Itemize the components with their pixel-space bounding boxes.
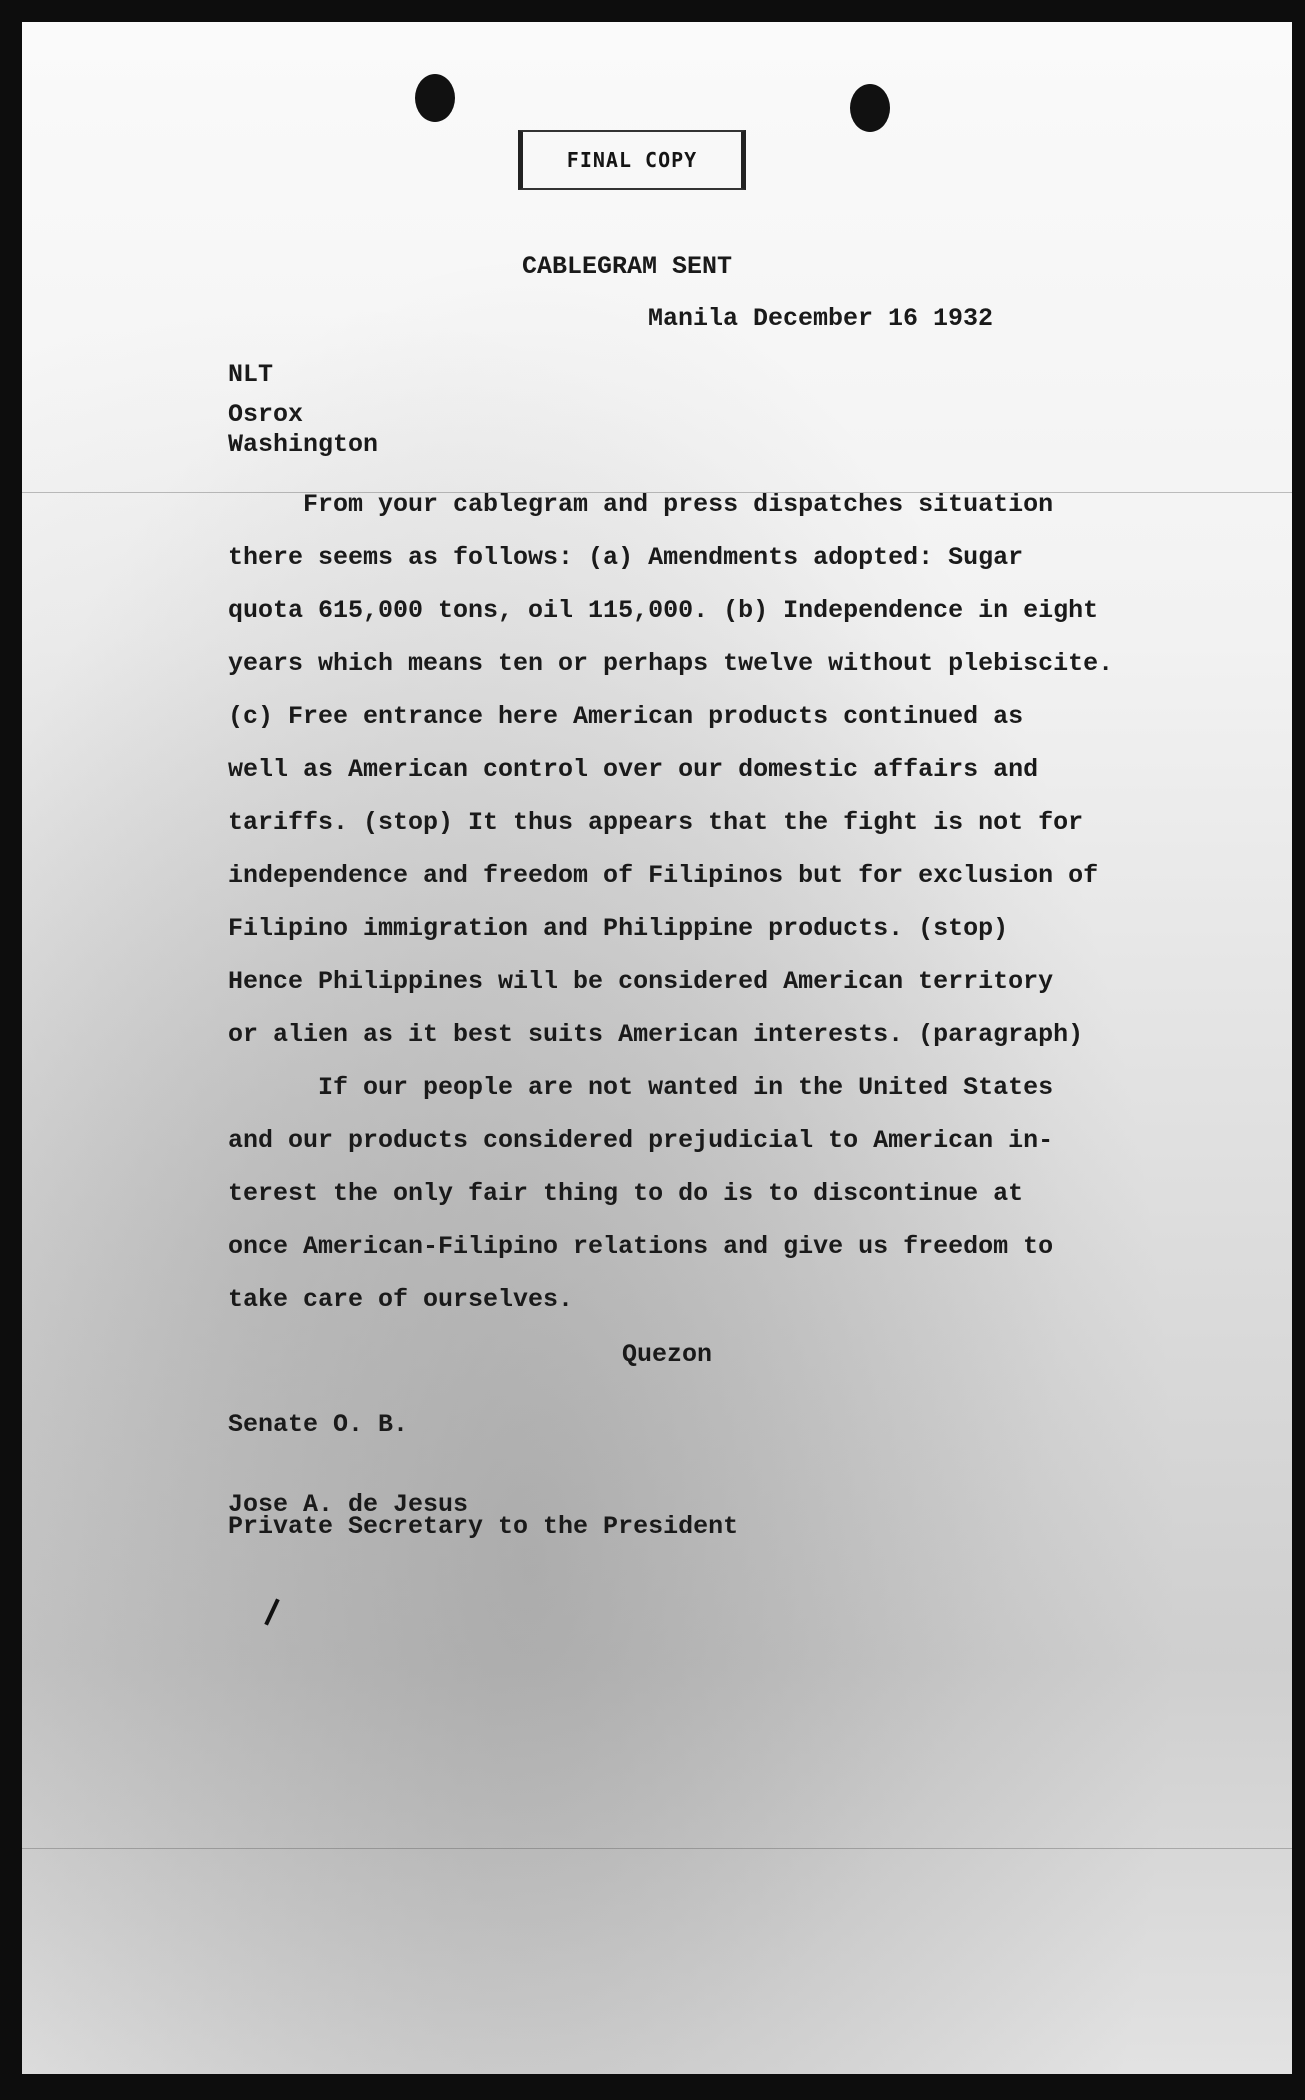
body-line: well as American control over our domestic affairs and xyxy=(228,755,1039,784)
transmission-code: NLT xyxy=(228,360,274,389)
signature-name: Quezon xyxy=(622,1340,713,1369)
check-mark xyxy=(264,1598,279,1625)
document-page xyxy=(22,22,1292,2074)
dateline: Manila December 16 1932 xyxy=(648,304,994,333)
body-line: tariffs. (stop) It thus appears that the fight is not for xyxy=(228,808,1084,837)
final-copy-stamp xyxy=(518,130,746,190)
body-line: If our people are not wanted in the United States xyxy=(228,1073,1054,1102)
carbon-copy-line: Senate O. B. xyxy=(228,1410,409,1439)
stamp-label: FINAL COPY xyxy=(566,148,698,172)
body-line: there seems as follows: (a) Amendments adopted: Sugar xyxy=(228,543,1024,572)
body-line: years which means ten or perhaps twelve without plebiscite. xyxy=(228,649,1114,678)
body-line: Hence Philippines will be considered American territory xyxy=(228,967,1054,996)
document-type-heading: CABLEGRAM SENT xyxy=(522,252,733,281)
body-line: or alien as it best suits American interests. (paragraph) xyxy=(228,1020,1084,1049)
fold-line xyxy=(22,1848,1292,1849)
addressee-line-2: Washington xyxy=(228,430,379,459)
fold-line xyxy=(22,492,1292,493)
signer-title: Private Secretary to the President xyxy=(228,1512,739,1541)
body-line: and our products considered prejudicial to American in- xyxy=(228,1126,1054,1155)
addressee-line-1: Osrox xyxy=(228,400,304,429)
signer-name: Jose A. de Jesus xyxy=(228,1490,469,1519)
body-line: Filipino immigration and Philippine products. (stop) xyxy=(228,914,1009,943)
body-line: once American-Filipino relations and give us freedom to xyxy=(228,1232,1054,1261)
body-line: quota 615,000 tons, oil 115,000. (b) Independence in eight xyxy=(228,596,1099,625)
body-line: (c) Free entrance here American products continued as xyxy=(228,702,1024,731)
punch-hole-left xyxy=(415,74,455,122)
body-line: independence and freedom of Filipinos but for exclusion of xyxy=(228,861,1099,890)
body-line: From your cablegram and press dispatches situation xyxy=(228,490,1054,519)
body-line: terest the only fair thing to do is to discontinue at xyxy=(228,1179,1024,1208)
body-line: take care of ourselves. xyxy=(228,1285,574,1314)
punch-hole-right xyxy=(850,84,890,132)
